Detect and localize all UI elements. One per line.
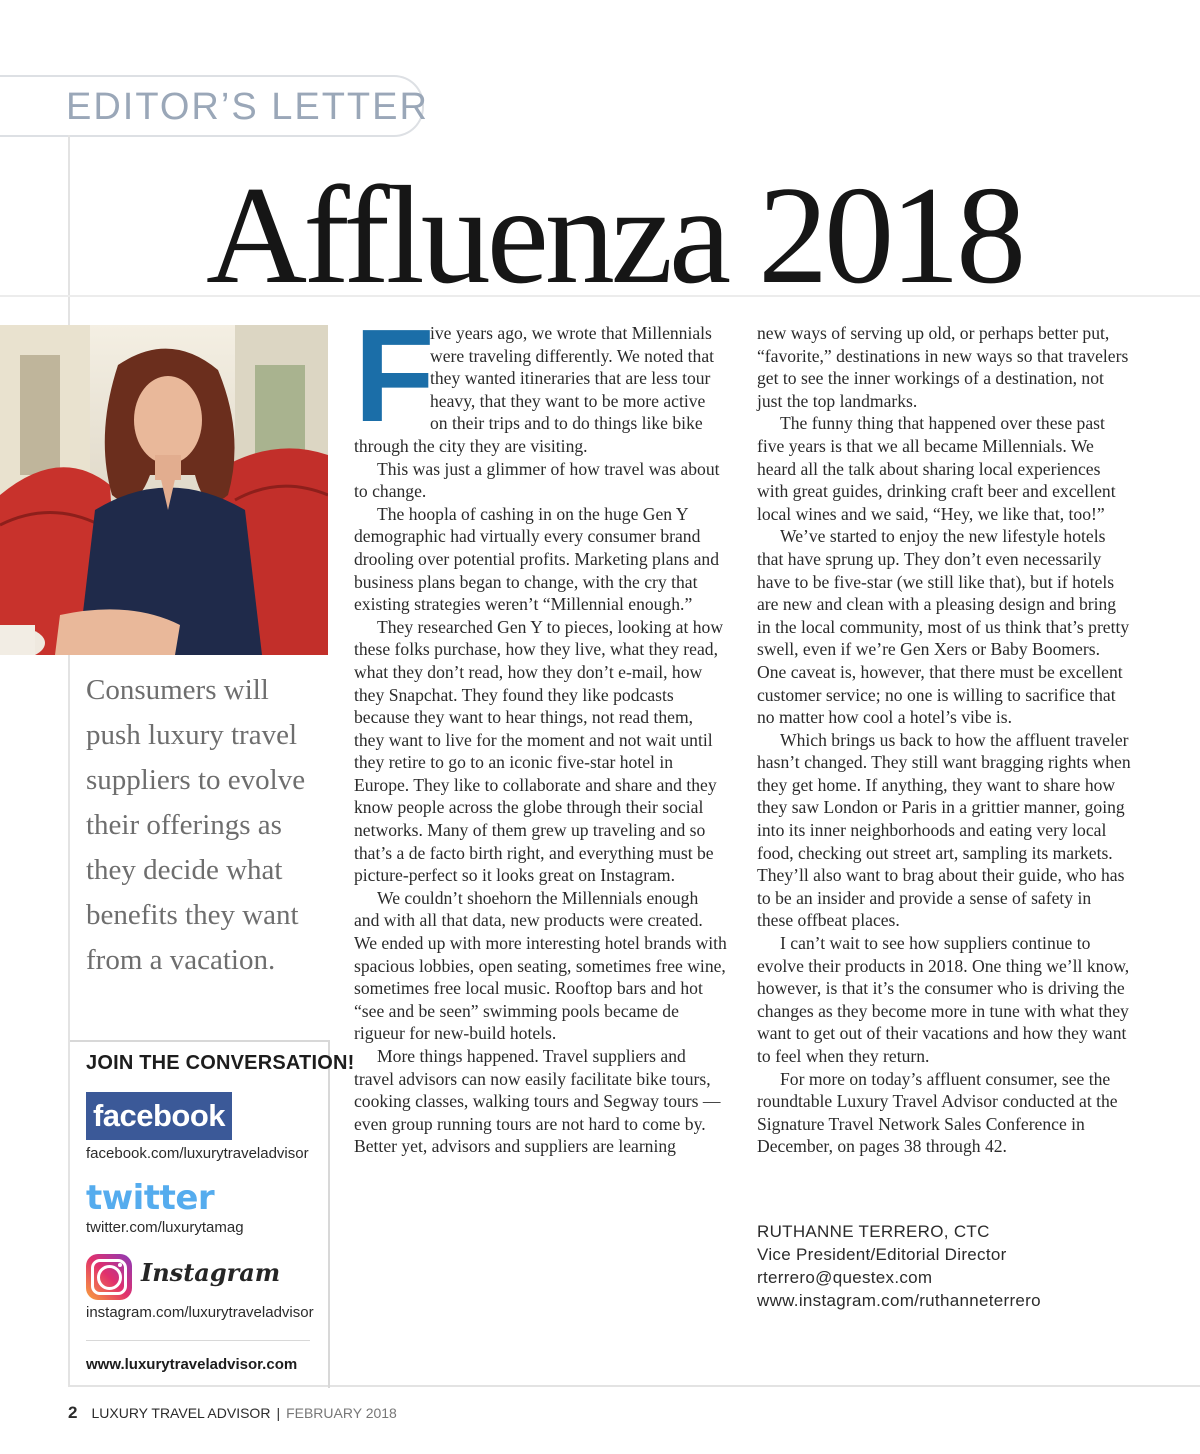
- paragraph: We couldn’t shoehorn the Millennials enough and with all that data, new products were created. We ended up with more interesting hotel brands with spacious lobbies, open seating, sometimes free wine, sometimes free local music. Rooftop bars and hot “see and be seen” swimming pools became de rigueur for new-build hotels.: [354, 887, 727, 1044]
- footer-separator: |: [276, 1405, 281, 1421]
- author-title: Vice President/Editorial Director: [757, 1245, 1007, 1264]
- author-photo: [0, 325, 328, 655]
- page-number: 2: [68, 1403, 78, 1422]
- social-heading: JOIN THE CONVERSATION!: [86, 1052, 355, 1074]
- twitter-link[interactable]: twitter.com/luxurytamag: [86, 1219, 244, 1236]
- author-signature: [757, 1220, 1041, 1312]
- facebook-logo-icon[interactable]: facebook: [86, 1092, 232, 1140]
- paragraph: We’ve started to enjoy the new lifestyle hotels that have sprung up. They don’t even necessarily have to be five-star (we still like that), but if hotels are new and clean with a pleasing design and bring in the local community, most of us think that’s pretty swell, even if we’re Gen Xers or Baby Boomers. One caveat is, however, that there must be excellent customer service; no one is willing to sacrifice that no matter how cool a hotel’s vibe is.: [757, 526, 1130, 728]
- instagram-camera-icon[interactable]: [86, 1254, 132, 1300]
- facebook-link[interactable]: facebook.com/luxurytraveladvisor: [86, 1145, 309, 1162]
- pull-quote: Consumers will push luxury travel suppliers to evolve their offerings as they decide what benefits they want from a vacation.: [86, 674, 306, 976]
- paragraph: For more on today’s affluent consumer, see the roundtable Luxury Travel Advisor conducted at the Signature Travel Network Sales Conference in December, on pages 38 through 42.: [757, 1068, 1118, 1157]
- paragraph: They researched Gen Y to pieces, looking at how these folks purchase, how they live, what they read, what they don’t read, how they don’t e-mail, how they Snapchat. They found they like podcasts because they want to hear things, not read them, they want to live for the moment and not wait until they retire to go to an iconic five-star hotel in Europe. They like to collaborate and share and they know people across the globe through their social networks. Many of them grew up traveling and so that’s a de facto birth right, and everything must be picture-perfect so it looks great on Instagram.: [354, 616, 724, 886]
- drop-cap: F: [354, 302, 435, 449]
- issue-date: FEBRUARY 2018: [286, 1405, 397, 1421]
- article-column-2: [757, 322, 1131, 1158]
- paragraph: This was just a glimmer of how travel was about to change.: [354, 458, 720, 502]
- website-link[interactable]: www.luxurytraveladvisor.com: [86, 1356, 298, 1373]
- article-column-1: [354, 302, 727, 1158]
- paragraph: The funny thing that happened over these past five years is that we all became Millennials. We heard all the talk about sharing local experiences with great guides, drinking craft beer and excellent local wines and we said, “Hey, we like that, too!”: [757, 413, 1116, 524]
- section-label: EDITOR’S LETTER: [66, 86, 429, 128]
- page-footer: [68, 1403, 397, 1423]
- paragraph: ive years ago, we wrote that Millennials were traveling differently. We noted that they wanted itineraries that are less tour heavy, that they want to be more active on their trips and to do things like bike through the city they are visiting.: [354, 323, 715, 456]
- author-instagram[interactable]: www.instagram.com/ruthanneterrero: [757, 1291, 1041, 1310]
- paragraph: More things happened. Travel suppliers and travel advisors can now easily facilitate bike tours, cooking classes, walking tours and Segway tours — even group running tours are not hard to come by. Better yet, advisors and suppliers are learning: [354, 1046, 721, 1157]
- author-name: RUTHANNE TERRERO, CTC: [757, 1222, 990, 1241]
- paragraph: The hoopla of cashing in on the huge Gen Y demographic had virtually every consumer brand drooling over potential profits. Marketing plans and business plans began to change, with the cry that existing strategies weren’t “Millennial enough.”: [354, 503, 719, 615]
- author-email[interactable]: rterrero@questex.com: [757, 1268, 933, 1287]
- social-divider: [86, 1340, 310, 1341]
- publication-name: LUXURY TRAVEL ADVISOR: [91, 1405, 271, 1421]
- paragraph: Which brings us back to how the affluent traveler hasn’t changed. They still want bragging rights when they get home. If anything, they want to share how they saw London or Paris in a grittier manner, going into its inner neighborhoods and eating very local food, checking out street art, sampling its markets. They’ll also want to brag about their guide, who has to be an insider and provide a sense of safety in these offbeat places.: [757, 729, 1131, 931]
- instagram-wordmark: Instagram: [141, 1258, 281, 1287]
- paragraph: new ways of serving up old, or perhaps better put, “favorite,” destinations in new ways so that travelers get to see the inner workings of a destination, not just the top landmarks.: [757, 323, 1129, 411]
- headline: Affluenza 2018: [206, 158, 1023, 313]
- instagram-link[interactable]: instagram.com/luxurytraveladvisor: [86, 1304, 314, 1321]
- twitter-logo-icon[interactable]: twitter: [86, 1178, 215, 1218]
- paragraph: I can’t wait to see how suppliers continue to evolve their products in 2018. One thing we’ll know, however, is that it’s the consumer who is driving the changes as they become more in tune with what they want to get out of their vacations and how they want to feel when they return.: [757, 933, 1130, 1066]
